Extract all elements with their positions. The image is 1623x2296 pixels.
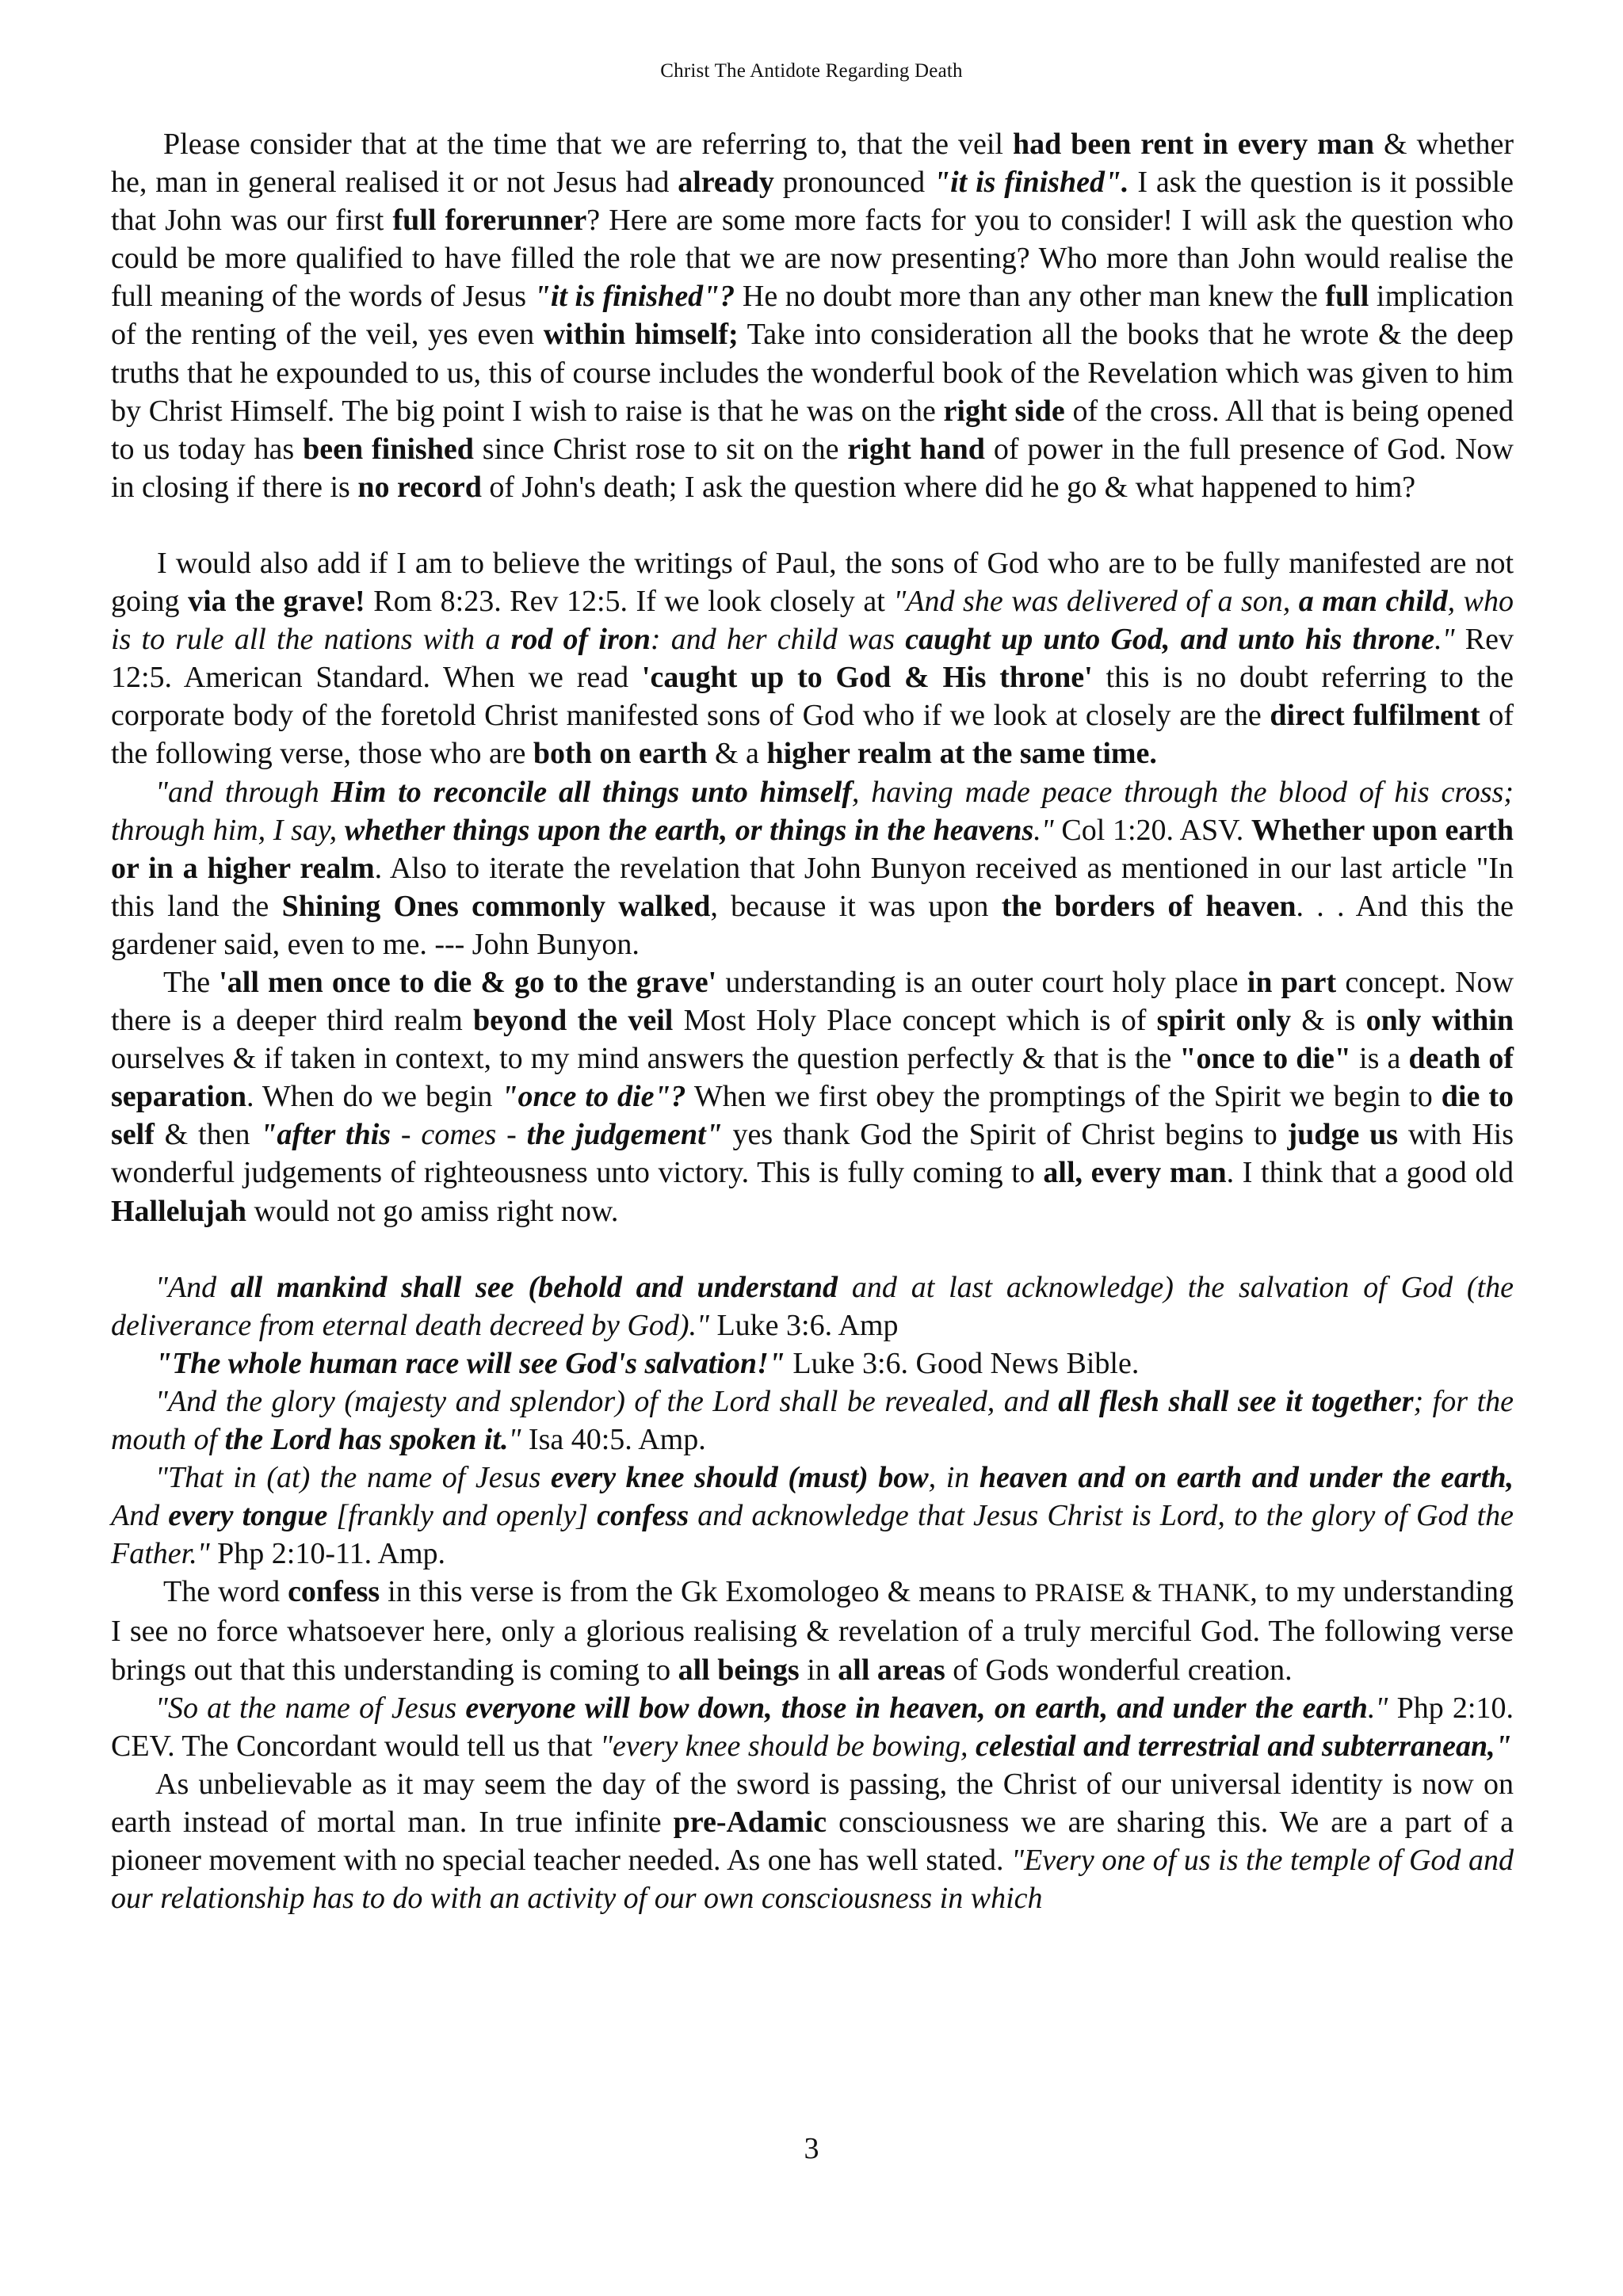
text-run: implication of the renting of the veil, yes even: [111, 280, 1514, 352]
text-run: Take into consideration all the books that he wrote & the deep truths that he expounded to us, this of course includes the wonderful book of the Revelation which was given to him by Christ Himself. The big point I wish to raise is that he was on the: [111, 318, 1514, 428]
text-run: "And she was delivered of a son,: [893, 585, 1299, 619]
text-run: beyond the veil: [473, 1004, 674, 1038]
text-run: & then: [154, 1118, 261, 1152]
paragraph-9: [111, 1573, 1514, 1688]
text-run: celestial and terrestrial and subterranean,": [976, 1729, 1512, 1763]
text-run: all mankind shall see (behold and understand: [231, 1270, 838, 1304]
text-run: direct fulfilment: [1270, 699, 1480, 733]
text-run: confess: [597, 1499, 689, 1533]
paragraph-6: [111, 1344, 1514, 1383]
text-run: confess: [288, 1575, 380, 1609]
text-run: both on earth: [533, 737, 708, 771]
paragraph-5: [111, 1268, 1514, 1344]
text-run: die to self: [111, 1080, 1514, 1152]
text-run: judge us: [1287, 1118, 1399, 1152]
text-run: He no doubt more than any other man knew the: [735, 280, 1326, 314]
text-run: . When do we begin: [246, 1080, 502, 1114]
text-run: [frankly and openly]: [327, 1499, 598, 1533]
text-run: . . . And this the gardener said, even to me. --- John Bunyon.: [111, 889, 1514, 961]
text-run: in: [799, 1653, 838, 1687]
text-run: Please consider that at the time that we are referring to, that the veil: [163, 128, 1013, 161]
text-run: Most Holy Place concept which is of: [673, 1004, 1157, 1038]
text-run: the Lord has spoken it.: [224, 1423, 509, 1456]
paragraph-7: [111, 1383, 1514, 1459]
text-run: yes thank God the Spirit of Christ begins to: [722, 1118, 1288, 1152]
text-run: been finished: [303, 432, 474, 466]
paragraph-8: [111, 1459, 1514, 1573]
text-run: The word: [163, 1575, 288, 1609]
text-run: this is no doubt referring to the corporate body of the foretold Christ manifested sons of God who if we look at closely are the: [111, 661, 1514, 733]
paragraph-10: [111, 1689, 1514, 1765]
text-run: Whether upon earth or in a higher realm: [111, 813, 1514, 885]
text-run: Php 2:10. CEV. The Concordant would tell us that: [111, 1691, 1514, 1763]
text-run: As unbelievable as it may seem the day of the sword is passing, the Christ of our universal identity is now on earth instead of mortal man. In true infinite: [111, 1767, 1514, 1839]
text-run: .": [1434, 623, 1455, 657]
text-run: a man child: [1298, 585, 1448, 619]
text-run: , in: [928, 1461, 980, 1495]
text-run: PRAISE & THANK: [1034, 1579, 1251, 1608]
text-run: "And the glory (majesty and splendor) of the Lord shall be revealed, and: [155, 1384, 1059, 1418]
text-run: , to my understanding I see no force whatsoever here, only a glorious realising & revelation of a truly merciful God. The following verse brings out that this understanding is coming to: [111, 1575, 1514, 1687]
text-run: rod of iron: [510, 623, 651, 657]
text-run: 'caught up to God & His throne': [641, 661, 1093, 695]
text-run: Isa 40:5. Amp.: [521, 1423, 706, 1456]
text-run: & is: [1291, 1004, 1366, 1038]
text-run: right hand: [847, 432, 985, 466]
text-run: And: [111, 1499, 169, 1533]
text-run: caught up unto God, and unto his throne: [905, 623, 1435, 657]
text-run: Luke 3:6. Amp: [708, 1308, 899, 1342]
text-run: full: [1325, 280, 1369, 314]
text-run: "That in (at) the name of Jesus: [155, 1461, 551, 1495]
text-run: within himself;: [543, 318, 739, 352]
text-run: I would also add if I am to believe the writings of Paul, the sons of God who are to be fully manifested are not going: [111, 546, 1514, 619]
text-run: of the cross. All that is being opened to us today has: [111, 394, 1514, 466]
text-run: Luke 3:6. Good News Bible.: [785, 1346, 1140, 1380]
text-run: consciousness we are sharing this. We are a part of a pioneer movement with no special teacher needed. As one has well stated.: [111, 1805, 1514, 1878]
text-run: would not go amiss right now.: [246, 1194, 619, 1228]
text-run: all, every man: [1043, 1156, 1227, 1190]
text-run: via the grave!: [188, 585, 365, 619]
text-run: all areas: [838, 1653, 945, 1687]
text-run: "Every one of us is the temple of God and our relationship has to do with an activity of our own consciousness in which: [111, 1844, 1514, 1916]
text-run: no record: [357, 470, 482, 504]
text-run: the judgement": [526, 1118, 723, 1152]
paragraph-3: [111, 773, 1514, 963]
text-run: "So at the name of Jesus: [155, 1691, 466, 1725]
text-run: had been rent in every man: [1012, 128, 1375, 161]
text-run: whether things upon the earth, or things in the heavens: [344, 813, 1034, 847]
text-run: . Also to iterate the revelation that John Bunyon received as mentioned in our last article "In this land the: [111, 851, 1514, 923]
text-run: of the following verse, those who are: [111, 699, 1514, 771]
text-run: .": [1033, 813, 1054, 847]
text-run: , because it was upon: [710, 889, 1002, 923]
text-run: all flesh shall see it together: [1058, 1384, 1414, 1418]
text-run: of power in the full presence of God. Now in closing if there is: [111, 432, 1514, 504]
text-run: "and through: [155, 775, 331, 809]
text-run: is a: [1350, 1042, 1409, 1076]
running-header: Christ The Antidote Regarding Death: [660, 60, 963, 82]
text-run: When we first obey the promptings of the Spirit we begin to: [685, 1080, 1442, 1114]
text-run: and acknowledge that Jesus Christ is Lord, to the glory of God the Father.": [111, 1499, 1514, 1571]
text-run: Shining Ones commonly walked: [281, 889, 711, 923]
text-run: Rom 8:23. Rev 12:5. If we look closely at: [365, 585, 894, 619]
text-run: Hallelujah: [111, 1194, 247, 1228]
text-run: "And: [155, 1270, 231, 1304]
text-run: I ask the question is it possible that John was our first: [111, 166, 1514, 238]
text-run: pronounced: [773, 166, 934, 200]
text-run: The: [163, 965, 220, 999]
text-run: death of separation: [111, 1042, 1514, 1114]
text-run: "once to die": [1179, 1042, 1351, 1076]
text-run: : and her child was: [650, 623, 906, 657]
text-run: understanding is an outer court holy place: [716, 965, 1247, 999]
text-run: & whether he, man in general realised it or not Jesus had: [111, 128, 1514, 200]
text-run: full forerunner: [392, 204, 587, 238]
text-run: of Gods wonderful creation.: [945, 1653, 1293, 1687]
text-run: "it is finished"?: [533, 280, 735, 314]
text-run: Php 2:10-11. Amp.: [209, 1537, 446, 1571]
text-run: already: [678, 166, 774, 200]
text-run: only within: [1365, 1004, 1514, 1038]
text-run: "The whole human race will see God's salvation!": [155, 1346, 785, 1380]
text-run: ourselves & if taken in context, to my mind answers the question perfectly & that is the: [111, 1042, 1180, 1076]
paragraph-2: [111, 544, 1514, 773]
text-run: ? Here are some more facts for you to consider! I will ask the question who could be more qualified to have filled the role that we are now presenting? Who more than John would realise the full meaning of the words of Jesus: [111, 204, 1514, 314]
text-run: .": [1367, 1691, 1388, 1725]
text-run: 'all men once to die & go to the grave': [219, 965, 717, 999]
text-run: right side: [943, 394, 1065, 428]
text-run: pre-Adamic: [673, 1805, 827, 1839]
text-run: since Christ rose to sit on the: [473, 432, 848, 466]
text-run: every knee should (must) bow: [550, 1461, 929, 1495]
text-run: Rev 12:5. American Standard. When we read: [111, 623, 1514, 695]
paragraph-11: [111, 1765, 1514, 1917]
page-number: 3: [804, 2132, 819, 2165]
text-run: higher realm at the same time.: [766, 737, 1157, 771]
text-run: of John's death; I ask the question where did he go & what happened to him?: [481, 470, 1416, 504]
text-run: the borders of heaven: [1001, 889, 1296, 923]
paragraph-1: [111, 125, 1514, 506]
text-run: all beings: [678, 1653, 800, 1687]
text-run: Him to reconcile all things unto himself: [330, 775, 852, 809]
text-run: spirit only: [1156, 1004, 1292, 1038]
text-run: Col 1:20. ASV.: [1053, 813, 1251, 847]
text-run: concept. Now there is a deeper third realm: [111, 965, 1514, 1038]
text-run: with His wonderful judgements of righteousness unto victory. This is fully coming to: [111, 1118, 1514, 1190]
text-run: "it is finished".: [934, 166, 1129, 200]
text-run: "every knee should be bowing,: [600, 1729, 976, 1763]
text-run: heaven and on earth and under the earth,: [979, 1461, 1514, 1495]
text-run: & a: [707, 737, 767, 771]
text-run: "after this: [260, 1118, 391, 1152]
text-run: "once to die"?: [501, 1080, 686, 1114]
text-run: . I think that a good old: [1226, 1156, 1514, 1190]
text-run: , having made peace through the blood of his cross; through him, I say,: [111, 775, 1514, 847]
text-run: everyone will bow down, those in heaven, on earth, and under the earth: [465, 1691, 1368, 1725]
paragraph-4: [111, 963, 1514, 1230]
text-run: in this verse is from the Gk Exomologeo & means to: [380, 1575, 1035, 1609]
text-run: - comes -: [391, 1118, 527, 1152]
body-text: [111, 125, 1514, 1917]
text-run: and at last acknowledge) the salvation of God (the deliverance from eternal death decreed by God).": [111, 1270, 1514, 1342]
text-run: ; for the mouth of: [111, 1384, 1514, 1456]
text-run: in part: [1247, 965, 1337, 999]
text-run: ": [508, 1423, 521, 1456]
text-run: , who is to rule all the nations with a: [111, 585, 1514, 657]
text-run: every tongue: [168, 1499, 328, 1533]
